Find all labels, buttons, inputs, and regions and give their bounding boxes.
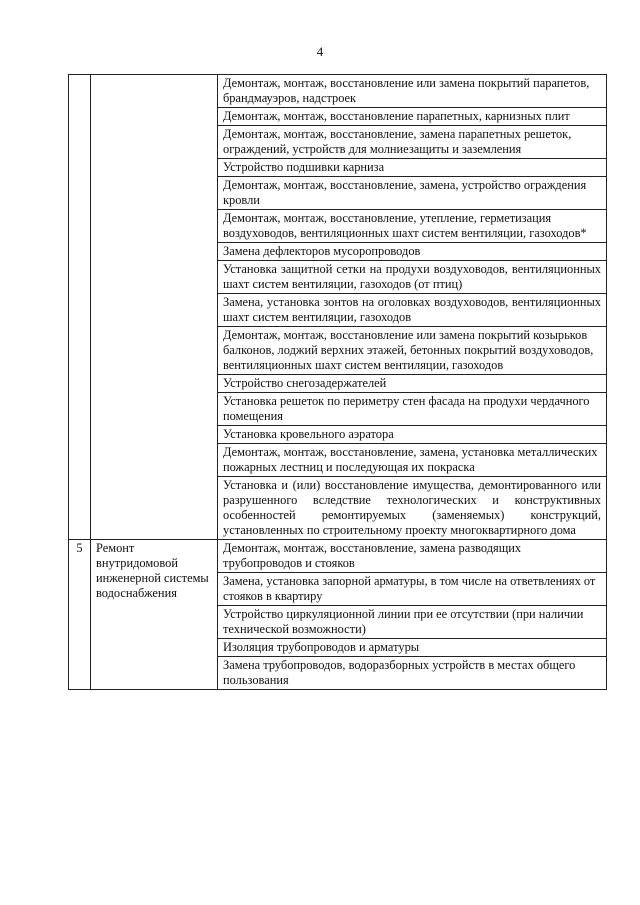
table-row	[69, 540, 607, 573]
work-item: Устройство подшивки карниза	[218, 159, 607, 177]
work-item: Демонтаж, монтаж, восстановление, замена парапетных решеток, ограждений, устройств для молниезащиты и заземления	[218, 126, 607, 159]
work-item: Демонтаж, монтаж, восстановление, утепление, герметизация воздуховодов, вентиляционных шахт систем вентиляции, газоходов*	[218, 210, 607, 243]
work-item: Демонтаж, монтаж, восстановление, замена разводящих трубопроводов и стояков	[218, 540, 607, 573]
work-item: Установка и (или) восстановление имущества, демонтированного или разрушенного вследствие технологических и конструктивных особенностей ремонтируемых (заменяемых) конструкций, установленных по строительному проекту многоквартирного дома	[218, 477, 607, 540]
work-item: Демонтаж, монтаж, восстановление, замена, установка металлических пожарных лестниц и последующая их покраска	[218, 444, 607, 477]
section-name-cell-empty	[91, 75, 218, 540]
table-row	[69, 75, 607, 108]
work-item: Устройство снегозадержателей	[218, 375, 607, 393]
work-item: Изоляция трубопроводов и арматуры	[218, 639, 607, 657]
work-item: Демонтаж, монтаж, восстановление, замена, устройство ограждения кровли	[218, 177, 607, 210]
work-item: Устройство циркуляционной линии при ее отсутствии (при наличии технической возможности)	[218, 606, 607, 639]
page-number: 4	[316, 44, 324, 59]
section-number: 5	[69, 540, 91, 690]
section-name: Ремонт внутридомовой инженерной системы водоснабжения	[91, 540, 218, 690]
work-item: Замена, установка зонтов на оголовках воздуховодов, вентиляционных шахт систем вентиляции, газоходов	[218, 294, 607, 327]
work-item: Замена трубопроводов, водоразборных устройств в местах общего пользования	[218, 657, 607, 690]
work-item: Установка решеток по периметру стен фасада на продухи чердачного помещения	[218, 393, 607, 426]
work-item: Демонтаж, монтаж, восстановление или замена покрытий парапетов, брандмауэров, надстроек	[218, 75, 607, 108]
work-item: Демонтаж, монтаж, восстановление парапетных, карнизных плит	[218, 108, 607, 126]
work-item: Установка защитной сетки на продухи воздуховодов, вентиляционных шахт систем вентиляции, газоходов (от птиц)	[218, 261, 607, 294]
work-item: Демонтаж, монтаж, восстановление или замена покрытий козырьков балконов, лоджий верхних этажей, бетонных покрытий воздуховодов, вентиляционных шахт систем вентиляции, газоходов	[218, 327, 607, 375]
number-cell-empty	[69, 75, 91, 540]
work-item: Замена, установка запорной арматуры, в том числе на ответвлениях от стояков в квартиру	[218, 573, 607, 606]
works-table	[68, 74, 607, 690]
work-item: Установка кровельного аэратора	[218, 426, 607, 444]
work-item: Замена дефлекторов мусоропроводов	[218, 243, 607, 261]
